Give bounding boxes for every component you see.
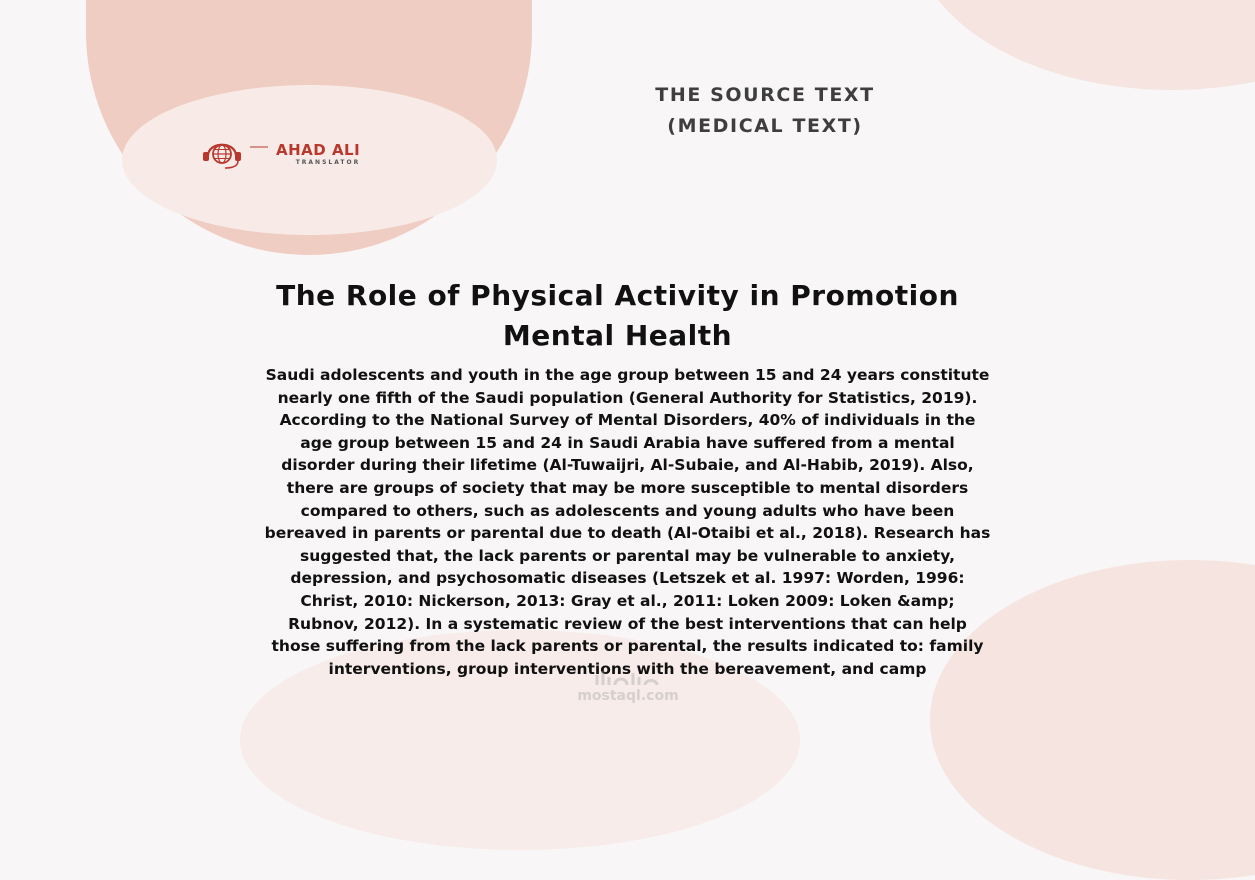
body-line: those suffering from the lack parents or parental, the results indicated to: family [271,637,984,656]
decorative-blob-top-right [912,0,1255,90]
title-line-2: Mental Health [502,319,733,352]
title-line-1: The Role of Physical Activity in Promotion [276,279,959,312]
source-text-label [560,80,970,142]
body-line: nearly one fifth of the Saudi population (General Authority for Statistics, 2019). [277,388,978,407]
body-line: depression, and psychosomatic diseases (Letszek et al. 1997: Worden, 1996: [290,569,965,588]
watermark-logo-icon [593,667,663,689]
body-line: age group between 15 and 24 in Saudi Arabia have suffered from a mental [300,433,955,452]
body-line: disorder during their lifetime (Al-Tuwaijri, Al-Subaie, and Al-Habib, 2019). Also, [281,456,974,475]
body-line: Christ, 2010: Nickerson, 2013: Gray et al., 2011: Loken 2009: Loken &amp; [300,591,955,610]
body-line: According to the National Survey of Mental Disorders, 40% of individuals in the [279,411,976,430]
document-title [30,276,1205,356]
source-label-line-1: THE SOURCE TEXT [655,84,875,106]
body-line: there are groups of society that may be more susceptible to mental disorders [286,478,969,497]
logo-name: AHAD ALI [276,140,361,159]
logo-tagline: TRANSLATOR [295,158,361,166]
body-line: suggested that, the lack parents or parental may be vulnerable to anxiety, [299,546,956,565]
globe-headset-icon [198,137,270,171]
watermark-text: mostaql.com [577,688,679,704]
logo [198,137,360,171]
body-line: compared to others, such as adolescents and young adults who have been [300,501,955,520]
body-paragraph [40,364,1215,680]
body-line: interventions, group interventions with the bereavement, and camp [328,659,927,678]
body-line: Saudi adolescents and youth in the age group between 15 and 24 years constitute [265,366,990,384]
source-label-line-2: (MEDICAL TEXT) [667,115,863,137]
body-line: Rubnov, 2012). In a systematic review of the best interventions that can help [288,614,967,633]
watermark [548,660,708,710]
body-line: bereaved in parents or parental due to death (Al-Otaibi et al., 2018). Research has [264,524,991,543]
